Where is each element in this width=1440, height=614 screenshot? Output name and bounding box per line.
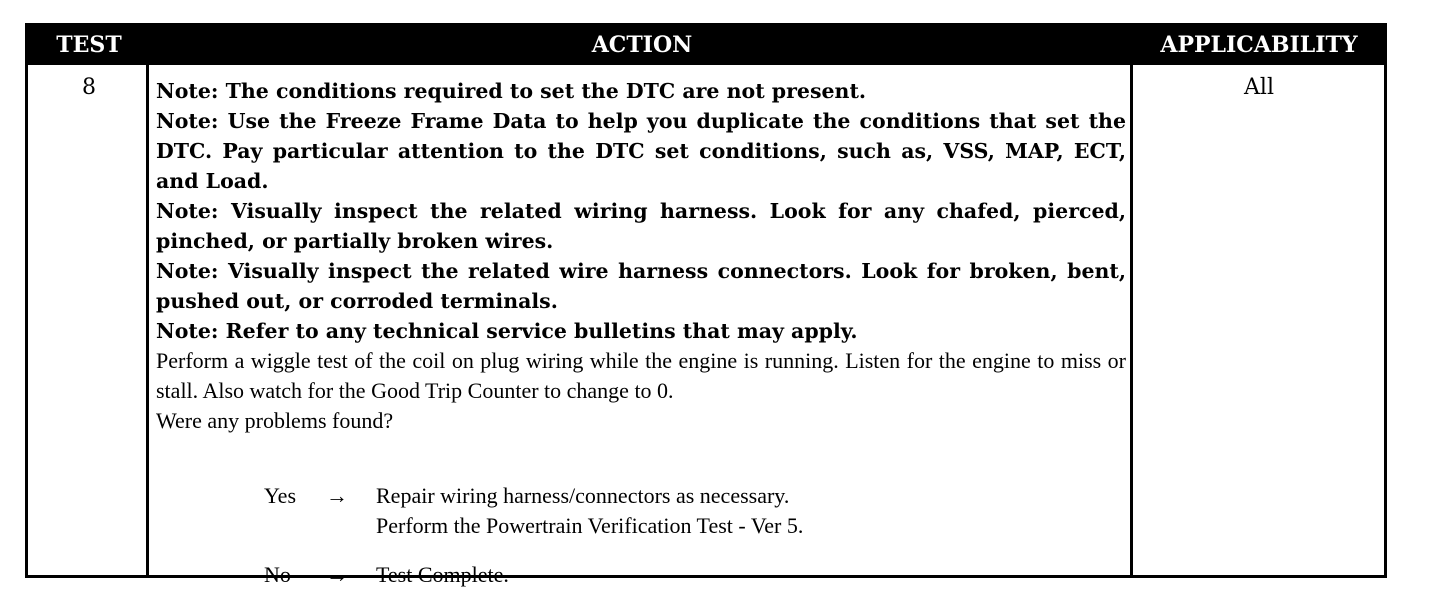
diagnostic-table (25, 23, 1387, 587)
column-divider (146, 65, 149, 575)
outcome-yes-line2: Perform the Powertrain Verification Test - Ver 5. (376, 513, 804, 538)
outcome-yes-text (376, 481, 803, 541)
header-action: ACTION (591, 32, 693, 58)
note-line: Note: Use the Freeze Frame Data to help you duplicate the conditions that set the DTC. Pay particular attention to the DTC set conditions, such as, VSS, MAP, ECT, and Load. (156, 109, 1126, 193)
note-line: Note: Visually inspect the related wire harness connectors. Look for broken, bent, pushed out, or corroded terminals. (156, 259, 1126, 313)
column-divider (1130, 65, 1133, 575)
note-line: Note: Visually inspect the related wiring harness. Look for any chafed, pierced, pinched, or partially broken wires. (156, 199, 1126, 253)
header-applicability: APPLICABILITY (1160, 32, 1358, 58)
outcome-yes-label: Yes (264, 483, 297, 508)
action-cell (156, 76, 1126, 587)
question-text: Were any problems found? (156, 408, 394, 433)
header-test: TEST (56, 32, 122, 58)
note-line: Note: Refer to any technical service bulletins that may apply. (156, 319, 858, 343)
outcome-no-text: Test Complete. (376, 562, 509, 587)
applicability-value: All (1244, 75, 1274, 100)
instruction-text: Perform a wiggle test of the coil on plug wiring while the engine is running. Listen for the engine to miss or stall. Also watch for the Good Trip Counter to change to 0. (156, 348, 1126, 403)
table-header (28, 26, 1384, 65)
arrow-right-icon: → (326, 562, 348, 587)
outcome-yes-line1: Repair wiring harness/connectors as necessary. (376, 483, 790, 508)
arrow-right-icon: → (326, 483, 348, 508)
test-number: 8 (82, 75, 96, 100)
outcome-no-label: No (264, 562, 291, 587)
note-line: Note: The conditions required to set the DTC are not present. (156, 79, 867, 103)
